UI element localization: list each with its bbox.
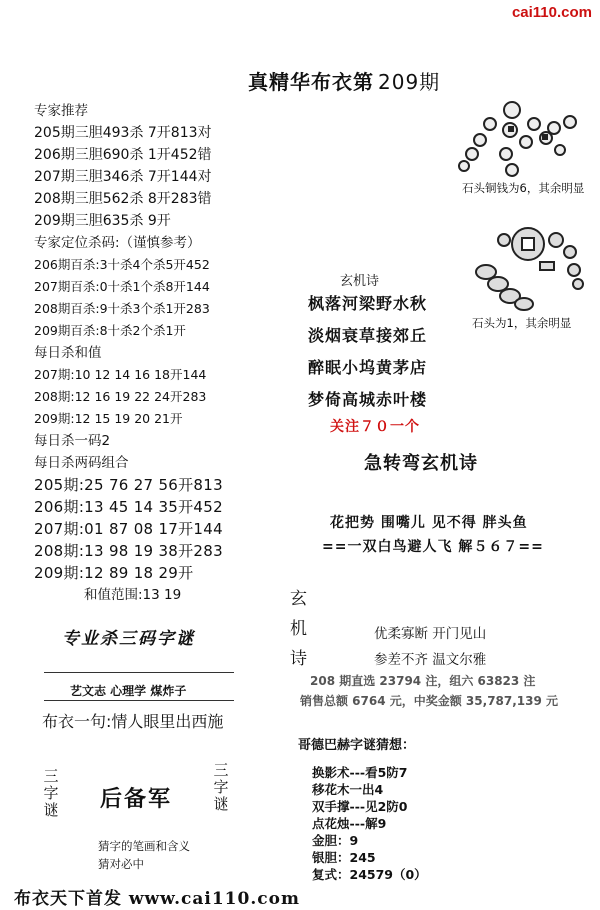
- positional-line: 206期百杀:3十杀4个杀5开452: [34, 257, 210, 272]
- positional-line: 208期百杀:9十杀3个杀1开283: [34, 301, 210, 316]
- site-watermark: cai110.com: [511, 4, 592, 21]
- positional-heading: 专家定位杀码:（谨慎参考）: [34, 235, 201, 251]
- divider-line: [44, 700, 234, 701]
- goethe-title: 哥德巴赫字谜猜想：: [298, 738, 416, 753]
- turn-poem-line: ==一双白鸟避人飞 解５６７==: [322, 539, 544, 555]
- three-char-riddle-left: 三字谜: [43, 767, 59, 819]
- caption-top: 石头铜钱为6，其余明显: [462, 181, 585, 195]
- positional-line: 209期百杀:8十杀2个杀1开: [34, 323, 186, 338]
- poem-title: 玄机诗: [340, 274, 380, 289]
- issue-number: 209期: [378, 70, 441, 94]
- goethe-line: 点花烛---解9: [312, 816, 387, 831]
- experts-line: 207期三胆346杀 7开144对: [34, 169, 212, 185]
- daily-pairs-line: 205期:25 76 27 56开813: [34, 476, 223, 494]
- stats-line: 208 期直选 23794 注，组六 63823 注: [310, 674, 536, 688]
- daily-sum-line: 208期:12 16 19 22 24开283: [34, 389, 207, 404]
- experts-line: 206期三胆690杀 1开452错: [34, 147, 212, 163]
- daily-sum-line: 209期:12 15 19 20 21开: [34, 411, 183, 426]
- experts-heading: 专家推荐: [34, 103, 88, 119]
- positional-line: 207期百杀:0十杀1个杀8开144: [34, 279, 210, 294]
- daily-sum-heading: 每日杀和值: [34, 345, 102, 361]
- divider-line: [44, 672, 234, 673]
- experts-line: 208期三胆562杀 8开283错: [34, 191, 212, 207]
- three-char-riddle-answer: 后备军: [100, 786, 173, 812]
- stats-line: 销售总额 6764 元，中奖金额 35,787,139 元: [300, 694, 559, 708]
- sum-range: 和值范围:13 19: [84, 587, 182, 603]
- goethe-line: 双手撑---见2防0: [312, 799, 408, 814]
- daily-pairs-line: 206期:13 45 14 35开452: [34, 498, 223, 516]
- page-title: [248, 66, 440, 95]
- hint-line: 猜字的笔画和含义: [98, 839, 190, 853]
- poem-line: 枫落河梁野水秋: [308, 294, 428, 313]
- stones-image: [470, 222, 586, 312]
- daily-one-label: 每日杀一码2: [34, 433, 111, 449]
- title-text: 真精华布衣第: [248, 70, 374, 94]
- poem-line: 梦倚高城赤叶楼: [308, 390, 428, 409]
- experts-line: 209期三胆635杀 9开: [34, 213, 171, 229]
- goethe-line: 换影术---看5防7: [312, 765, 408, 780]
- coins-stones-image: [450, 100, 590, 180]
- one-line-hint: 布衣一句:情人眼里出西施: [42, 712, 224, 731]
- turn-poem-title: 急转弯玄机诗: [364, 453, 478, 474]
- goethe-line: 移花木一出4: [312, 782, 384, 797]
- daily-pairs-heading: 每日杀两码组合: [34, 455, 129, 471]
- three-char-riddle-right: 三字谜: [213, 761, 229, 813]
- xuanji-line: 优柔寡断 开门见山: [374, 626, 487, 642]
- goethe-line: 银胆：245: [312, 850, 376, 865]
- left-column: [34, 100, 223, 606]
- xuanji-line: 参差不齐 温文尔雅: [374, 652, 487, 668]
- footer: 布衣天下首发 www.cai110.com: [14, 889, 300, 909]
- headline-left: 专业杀三码字谜: [62, 629, 195, 649]
- poem-line: 淡烟衰草接郊丘: [308, 326, 428, 345]
- poem-line: 醉眠小坞黄茅店: [308, 358, 428, 377]
- attention-note: 关注７０一个: [330, 419, 420, 435]
- caption-middle: 石头为1，其余明显: [472, 316, 572, 330]
- credits: 艺文志 心理学 煤炸子: [70, 684, 187, 698]
- daily-pairs-line: 208期:13 98 19 38开283: [34, 542, 223, 560]
- daily-sum-line: 207期:10 12 14 16 18开144: [34, 367, 207, 382]
- experts-line: 205期三胆493杀 7开813对: [34, 125, 212, 141]
- hint-line: 猜对必中: [98, 857, 144, 871]
- xuanji-label: 玄机诗: [290, 589, 307, 669]
- daily-pairs-line: 209期:12 89 18 29开: [34, 564, 194, 582]
- daily-pairs-line: 207期:01 87 08 17开144: [34, 520, 223, 538]
- turn-poem-line: 花把势 围嘴儿 见不得 胖头鱼: [330, 515, 528, 531]
- goethe-line: 金胆：9: [312, 833, 359, 848]
- goethe-line: 复式：24579（0）: [312, 867, 427, 882]
